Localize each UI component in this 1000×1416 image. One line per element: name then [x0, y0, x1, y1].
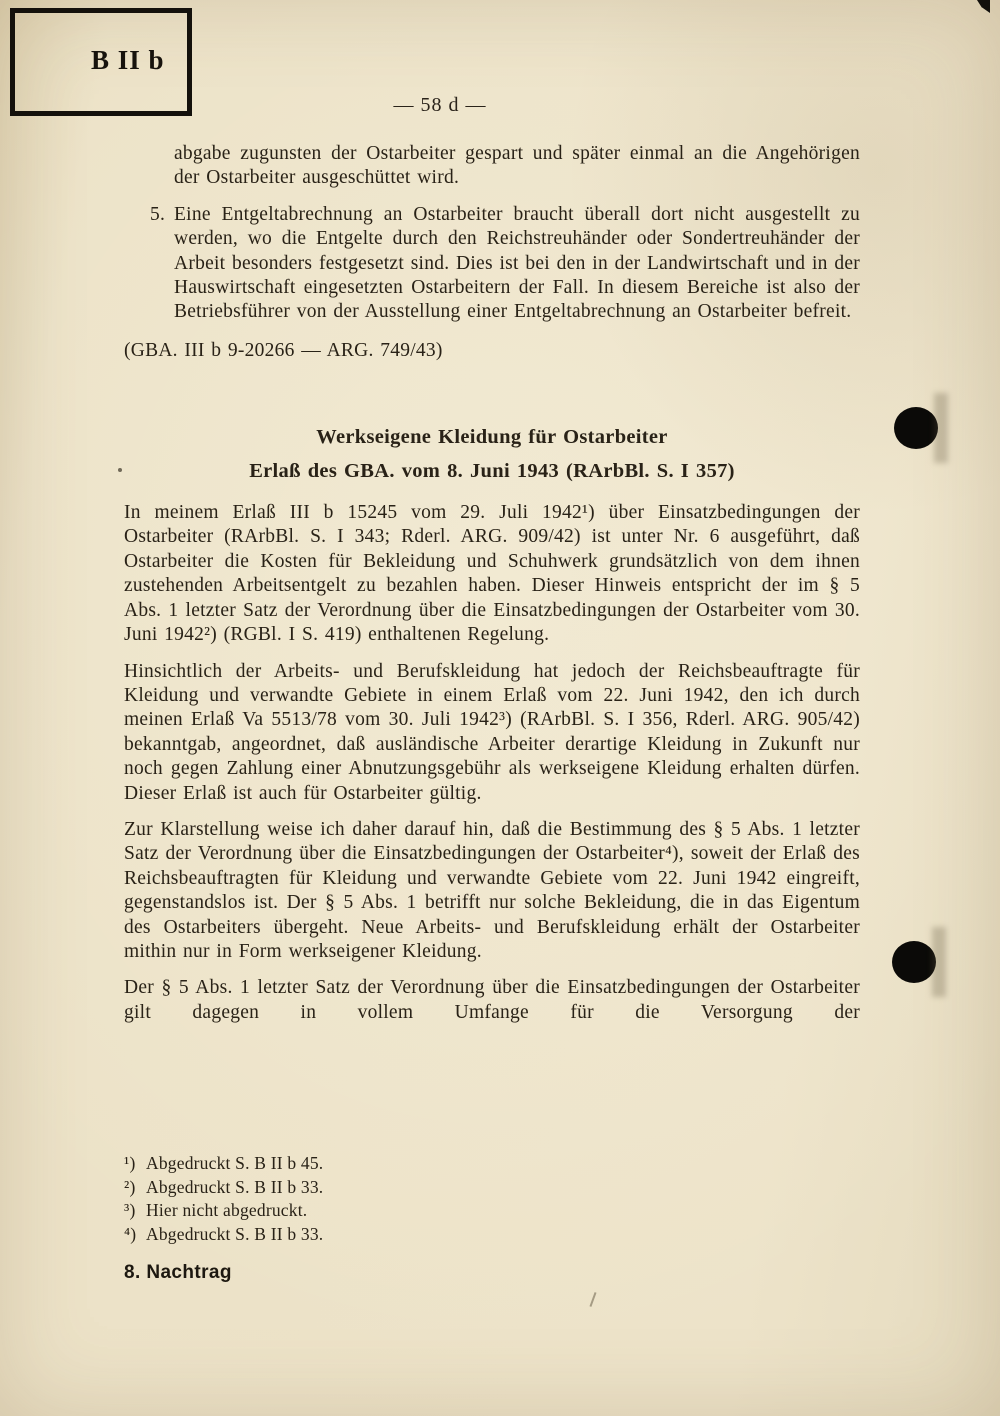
footnote: [124, 1152, 860, 1176]
footnote-marker: ²): [124, 1176, 136, 1197]
footnote-marker: ³): [124, 1200, 136, 1220]
footnote-text: Abgedruckt S. B II b 45.: [146, 1153, 324, 1173]
footnote: [124, 1199, 860, 1223]
hole-punch-dot: [892, 941, 936, 983]
list-item-text: Eine Entgeltabrechnung an Ostarbeiter braucht überall dort nicht ausgestellt zu werden, wo die Entgelte durch den Reichstreuhänder oder Sondertreuhänder der Arbeit besonders festgesetzt sind. Dies ist bei den in der Landwirtschaft und in der Hauswirtschaft eingesetzten Ostarbeitern der Fall. In diesem Bereiche ist also der Betriebsführer von der Ausstellung einer Entgeltabrechnung an Ostarbeiter befreit.: [174, 203, 860, 323]
footnote-marker: ⁴): [124, 1223, 137, 1244]
reference-line: (GBA. III b 9-20266 — ARG. 749/43): [124, 339, 443, 361]
footnote-text: Hier nicht abgedruckt.: [146, 1200, 308, 1220]
list-item-number: 5.: [150, 203, 166, 225]
paragraph: Zur Klarstellung weise ich daher darauf hin, daß die Bestimmung des § 5 Abs. 1 letzter Satz der Verordnung über die Einsatzbedingungen der Ostarbeiter⁴), soweit der Erlaß des Reichsbeauftragten für Kleidung und verwandte Gebiete vom 22. Juni 1942 eingreift, gegenstandslos ist. Der § 5 Abs. 1 betrifft nur solche Bekleidung, die in das Eigentum des Ostarbeiters übergeht. Neue Arbeits- und Berufskleidung erhält der Ostarbeiter mithin nur in Form werkseigener Kleidung.: [124, 818, 860, 962]
footnote-text: Abgedruckt S. B II b 33.: [146, 1223, 324, 1244]
section-title: Werkseigene Kleidung für Ostarbeiter: [316, 426, 668, 449]
paragraph: Hinsichtlich der Arbeits- und Berufskleidung hat jedoch der Reichsbeauftragte für Kleidung und verwandte Gebiete in einem Erlaß vom 22. Juni 1942, den ich durch meinen Erlaß Va 5513/78 vom 30. Juli 1942³) (RArbBl. S. I 356, Rderl. ARG. 905/42) bekanntgab, angeordnet, daß ausländische Arbeiter derartige Kleidung in Zukunft nur noch gegen Zahlung einer Abnutzungsgebühr als werkseigene Kleidung erhalten dürfen. Dieser Erlaß ist auch für Ostarbeiter gültig.: [124, 660, 860, 804]
footnote-marker: ¹): [124, 1153, 136, 1173]
footnote: [124, 1176, 860, 1200]
footnote-text: Abgedruckt S. B II b 33.: [146, 1176, 324, 1197]
footnote: [124, 1223, 860, 1247]
scan-artifact: [977, 0, 990, 13]
scan-artifact: [118, 468, 122, 472]
footnotes-block: [124, 1152, 860, 1284]
hole-punch-dot: [894, 407, 938, 449]
page-number: — 58 d —: [393, 94, 487, 116]
footer-label: 8. Nachtrag: [124, 1262, 232, 1283]
scan-artifact: [589, 1292, 596, 1307]
list-item-5: [124, 203, 860, 325]
section-subtitle: Erlaß des GBA. vom 8. Juni 1943 (RArbBl. S. I 357): [249, 459, 735, 482]
paragraph: Der § 5 Abs. 1 letzter Satz der Verordnung über die Einsatzbedingungen der Ostarbeiter gilt dagegen in vollem Umfange für die Versorgung der: [124, 977, 860, 1023]
document-body: [124, 142, 860, 1025]
paragraph-continuation: abgabe zugunsten der Ostarbeiter gespart und später einmal an die Angehörigen der Ostarbeiter ausgeschüttet wird.: [174, 143, 860, 189]
section-label: B II b: [91, 45, 165, 75]
paragraph: In meinem Erlaß III b 15245 vom 29. Juli 1942¹) über Einsatzbedingungen der Ostarbeiter (RArbBl. S. I 343; Rderl. ARG. 909/42) ist unter Nr. 6 ausgeführt, daß Ostarbeiter die Kosten für Bekleidung und Schuhwerk grundsätzlich von dem ihnen zustehenden Arbeitsentgelt zu bezahlen haben. Dieser Hinweis entspricht der im § 5 Abs. 1 letzter Satz der Verordnung über die Einsatzbedingungen der Ostarbeiter vom 30. Juni 1942²) (RGBl. I S. 419) enthaltenen Regelung.: [124, 502, 860, 646]
